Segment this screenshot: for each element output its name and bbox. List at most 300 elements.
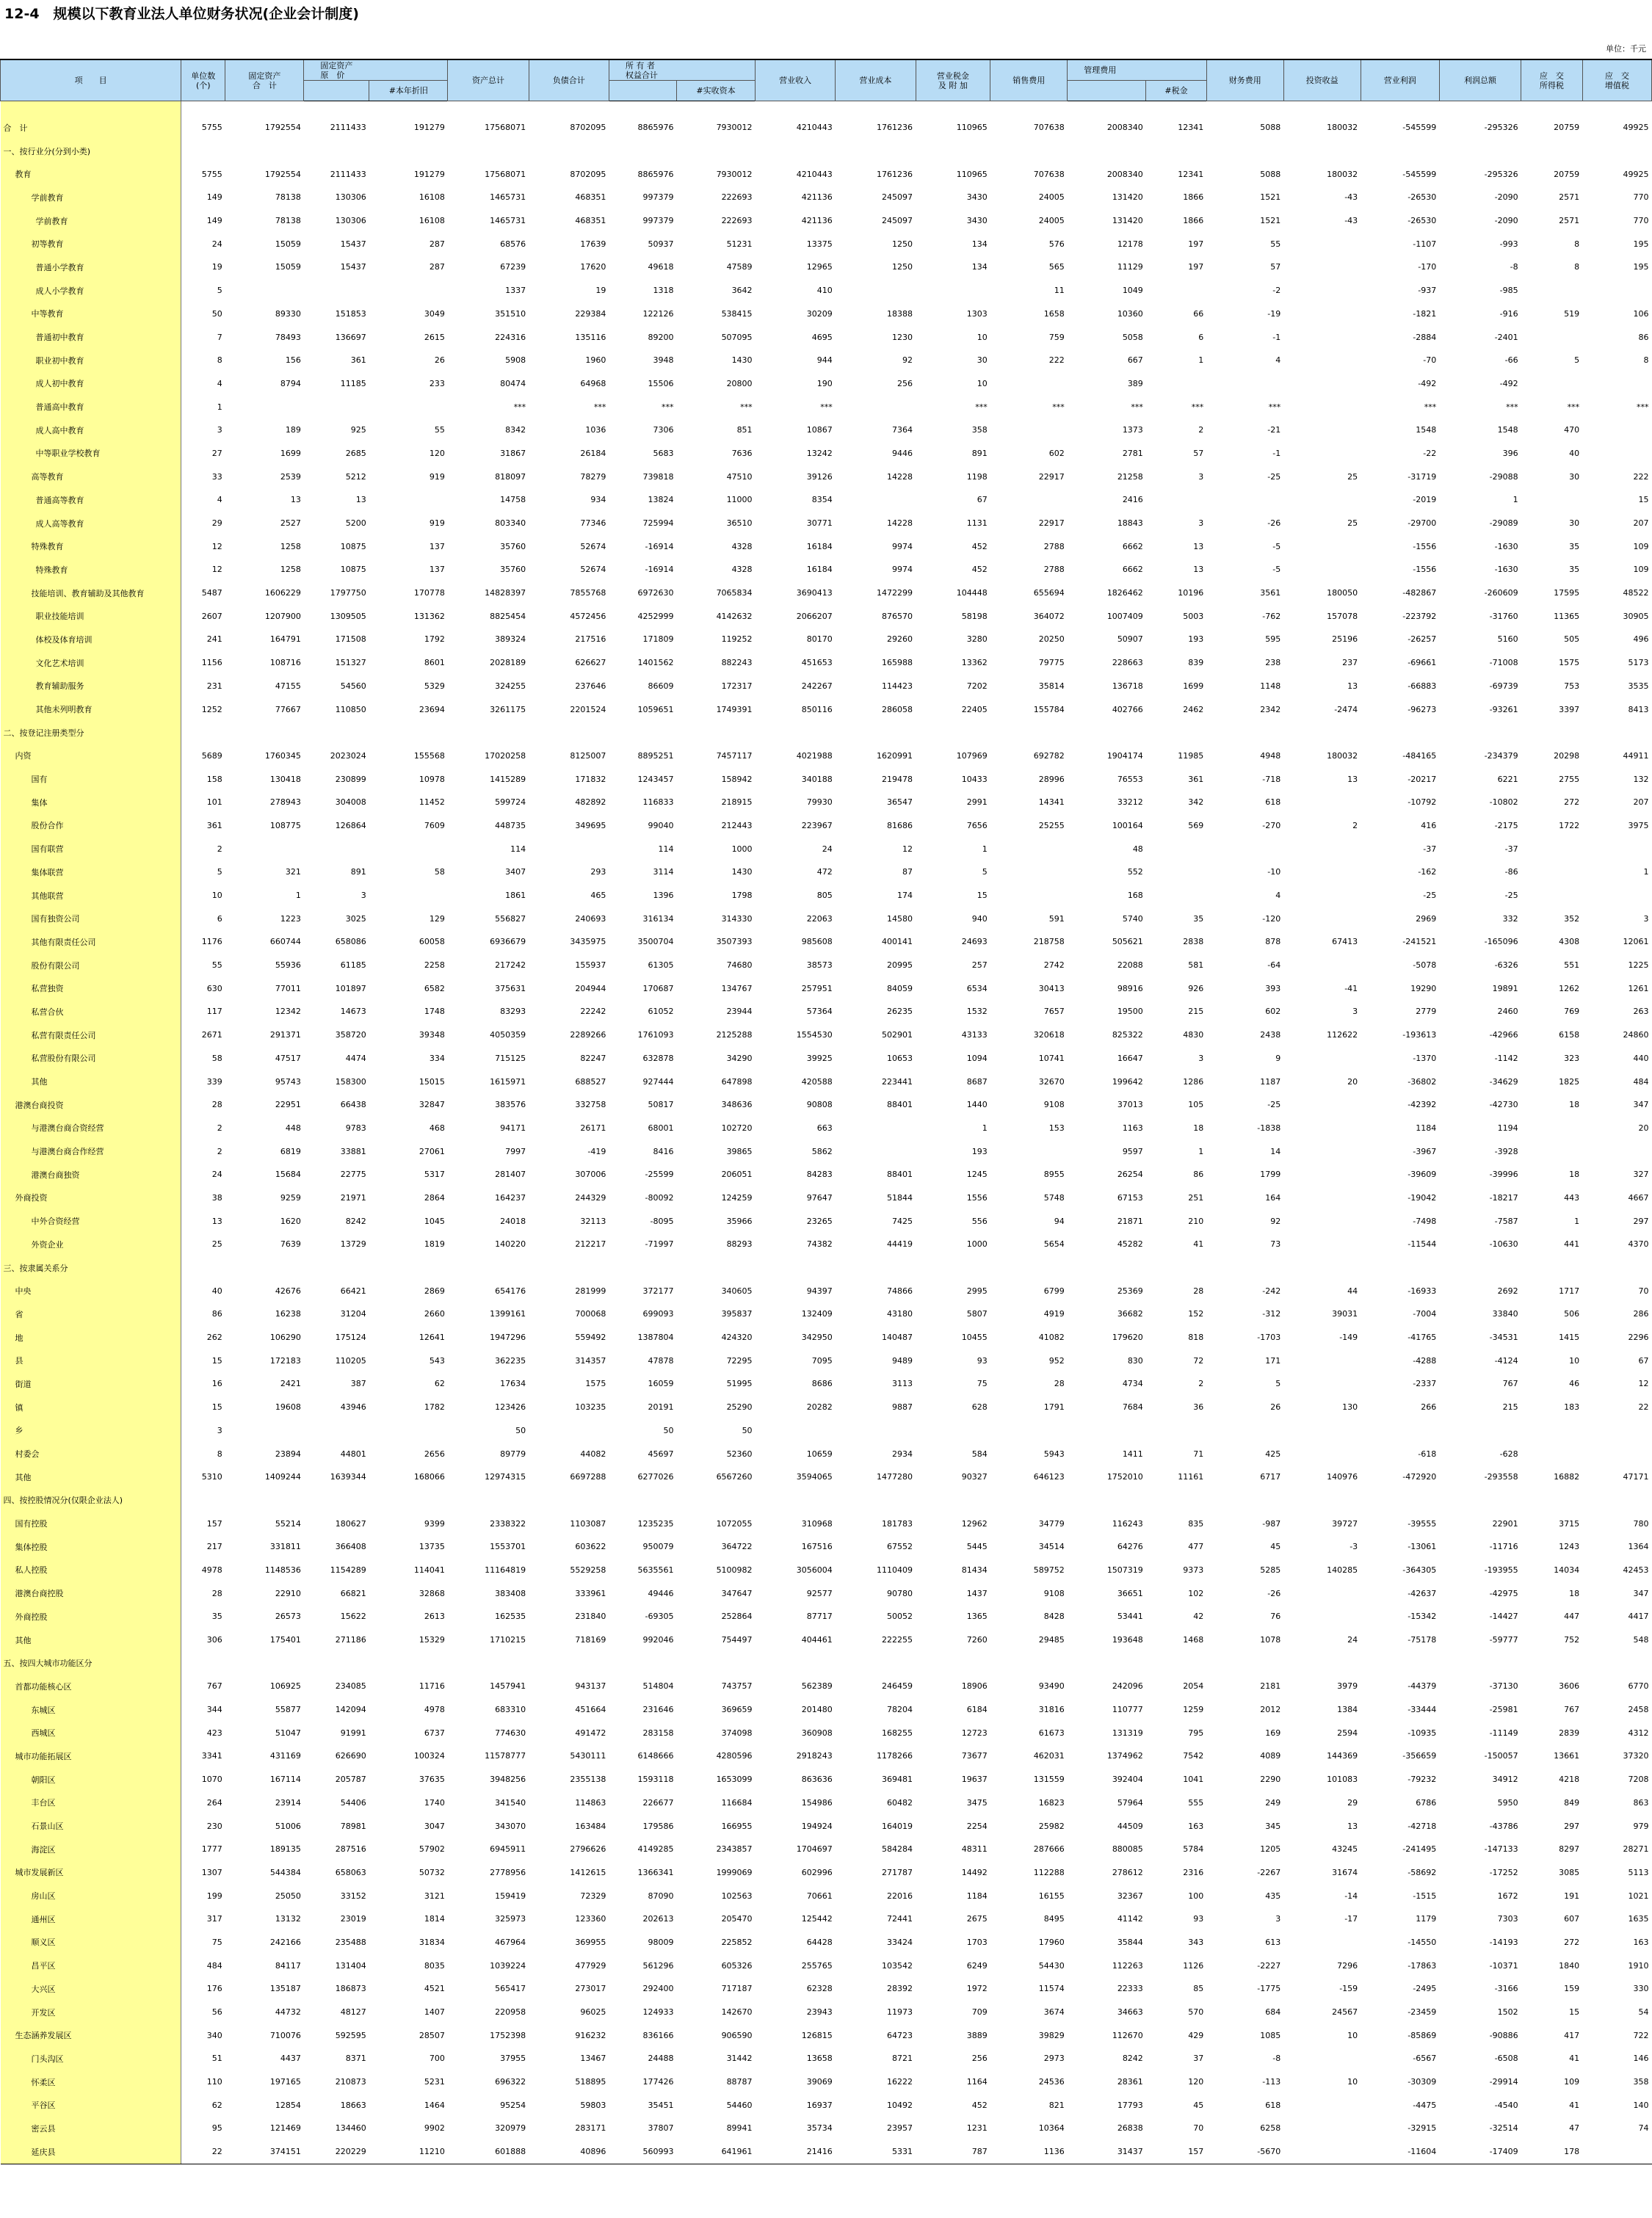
cell-value: 1156 (201, 658, 222, 668)
cell-value: 1235235 (637, 1518, 674, 1529)
cell-value (916, 1419, 990, 1443)
cell-value: 20191 (648, 1402, 674, 1413)
cell-value: 151327 (335, 658, 366, 668)
table-row (1, 954, 1652, 977)
cell-value: 50907 (1117, 634, 1143, 645)
cell-value: -260609 (1484, 588, 1518, 598)
cell-value: 16222 (887, 2077, 913, 2087)
cell-value: 17568071 (485, 169, 526, 179)
cell-value: 163 (1633, 1937, 1649, 1947)
cell-value: 35760 (500, 541, 526, 551)
cell-value: 1521 (1260, 192, 1281, 203)
cell-value: 156 (285, 355, 301, 366)
cell-value: 10455 (961, 1333, 988, 1343)
cell-value: 1468 (1183, 1635, 1204, 1645)
table-row (1, 1559, 1652, 1582)
table-row (1, 1931, 1652, 1954)
cell-value: 6158 (1559, 1030, 1580, 1040)
cell-value (369, 884, 448, 907)
cell-value: -2495 (1413, 1984, 1437, 1994)
cell-value: 109 (1633, 541, 1649, 551)
cell-value: 244329 (575, 1192, 606, 1203)
cell-value: 9974 (892, 541, 913, 551)
cell-value: 6567260 (716, 1472, 753, 1482)
cell-value: 100164 (1112, 820, 1143, 830)
cell-value: 24860 (1623, 1030, 1649, 1040)
cell-value: 1740 (424, 1797, 445, 1808)
cell-value: 158942 (721, 774, 753, 784)
cell-value: -993 (1499, 239, 1518, 249)
cell-value: -8095 (650, 1216, 674, 1226)
cell-value: 1 (217, 402, 222, 412)
cell-value: *** (1268, 402, 1281, 412)
cell-value: -1556 (1413, 541, 1437, 551)
cell-value: 1309505 (330, 611, 366, 621)
cell-value: 30209 (806, 308, 833, 319)
cell-value: 787 (916, 2140, 990, 2164)
cell-value: 7364 (892, 425, 913, 435)
cell-value: 5113 (1628, 1867, 1649, 1877)
cell-value (1439, 721, 1521, 744)
column-header: 资产总计 (448, 59, 529, 101)
cell-value: -2175 (1494, 820, 1518, 830)
cell-value: 2 (1352, 820, 1358, 830)
cell-value: 9108 (1043, 1588, 1065, 1598)
cell-value: 51006 (275, 1821, 301, 1831)
cell-value: -1370 (1413, 1053, 1437, 1063)
cell-value: -90886 (1489, 2030, 1518, 2040)
cell-value: -8 (1272, 2054, 1281, 2064)
cell-value: 16647 (1117, 1053, 1143, 1063)
cell-value: 42 (1193, 1612, 1204, 1622)
cell-value: 129 (429, 913, 445, 924)
cell-value: 13 (1347, 681, 1358, 691)
cell-value: 684 (1265, 2007, 1281, 2018)
unit-label: 单位：千元 (1606, 44, 1646, 54)
cell-value (181, 721, 225, 744)
cell-value: 570 (1188, 2007, 1204, 2018)
cell-value: -4124 (1494, 1355, 1518, 1366)
cell-value: -16914 (645, 541, 674, 551)
cell-value: 66821 (340, 1588, 366, 1598)
cell-value: 5654 (1043, 1239, 1065, 1250)
cell-value: 769 (1564, 1007, 1580, 1017)
cell-value: 1179 (1416, 1914, 1437, 1924)
cell-value: 24 (211, 239, 222, 249)
cell-value: 2660 (424, 1309, 445, 1319)
cell-value: 421136 (801, 216, 833, 226)
cell-value: 22333 (1117, 1984, 1143, 1994)
cell-value: 191279 (413, 123, 445, 133)
cell-value: 207 (1633, 797, 1649, 808)
table-row (1, 1372, 1652, 1396)
table-row (1, 1093, 1652, 1117)
cell-value: -1630 (1494, 565, 1518, 575)
cell-value: 123426 (495, 1402, 526, 1413)
cell-value: 22917 (1038, 471, 1065, 482)
cell-value: 304008 (335, 797, 366, 808)
cell-value: -2090 (1494, 192, 1518, 203)
cell-value: 79775 (1038, 658, 1065, 668)
cell-value: 717187 (721, 1984, 753, 1994)
cell-value (1283, 1233, 1361, 1256)
cell-value: 552 (1127, 867, 1143, 877)
cell-value: 19 (595, 286, 606, 296)
cell-value: 26254 (1117, 1170, 1143, 1180)
cell-value: 35966 (726, 1216, 753, 1226)
cell-value: 195 (1633, 239, 1649, 249)
cell-value: 482892 (575, 797, 606, 808)
cell-value: 140487 (882, 1333, 913, 1343)
cell-value: 543 (429, 1355, 445, 1366)
cell-value: 8702095 (570, 169, 606, 179)
row-label: 港澳台商独资 (1, 1163, 181, 1186)
cell-value: 193648 (1112, 1635, 1143, 1645)
table-row (1, 2117, 1652, 2140)
cell-value (1283, 1605, 1361, 1628)
cell-value: 210873 (335, 2077, 366, 2087)
cell-value: -295326 (1484, 169, 1518, 179)
cell-value: 190 (816, 378, 833, 388)
cell-value: 20 (1638, 1123, 1649, 1133)
cell-value: 8825454 (490, 611, 526, 621)
cell-value: 22917 (1038, 518, 1065, 529)
table-row (1, 907, 1652, 930)
cell-value: 152 (1188, 1309, 1204, 1319)
row-label: 国有独资公司 (1, 907, 181, 930)
cell-value: 839 (1188, 658, 1204, 668)
cell-value: 1749391 (716, 704, 753, 714)
row-label: 其他未列明教育 (1, 697, 181, 721)
cell-value: 28 (1193, 1286, 1204, 1296)
cell-value: 6258 (1260, 2123, 1281, 2134)
cell-value: 632878 (642, 1053, 674, 1063)
cell-value: -17409 (1439, 2140, 1521, 2164)
cell-value: 5088 (1260, 169, 1281, 179)
cell-value: 3561 (1260, 588, 1281, 598)
table-row (1, 1117, 1652, 1140)
cell-value: 2 (1198, 1379, 1204, 1389)
cell-value: 940 (971, 913, 988, 924)
table-row (1, 1628, 1652, 1652)
row-label: 学前教育 (1, 186, 181, 209)
cell-value: 11365 (1554, 611, 1580, 621)
cell-value: 1401562 (637, 658, 674, 668)
cell-value: 1710215 (490, 1635, 526, 1645)
table-row (1, 1465, 1652, 1489)
table-row (1, 1000, 1652, 1023)
cell-value: 74680 (726, 960, 753, 971)
table-row (1, 721, 1652, 744)
cell-value: 2111433 (330, 169, 366, 179)
cell-value: 24005 (1038, 192, 1065, 203)
cell-value: 6 (1198, 332, 1204, 342)
row-label: 密云县 (1, 2117, 181, 2140)
cell-value: 40 (1569, 448, 1580, 458)
cell-value: -86 (1504, 867, 1518, 877)
table-row (1, 2093, 1652, 2117)
cell-value: 231840 (575, 1612, 606, 1622)
cell-value: 795 (1188, 1728, 1204, 1738)
cell-value: 2796626 (570, 1844, 606, 1855)
cell-value: 174 (897, 891, 913, 901)
cell-value: 369659 (721, 1705, 753, 1715)
cell-value: 48127 (340, 2007, 366, 2018)
cell-value: 770 (1633, 216, 1649, 226)
cell-value: 602996 (801, 1867, 833, 1877)
cell-value: 30905 (1623, 611, 1649, 621)
cell-value: 67 (977, 495, 988, 505)
cell-value: 2864 (424, 1192, 445, 1203)
cell-value: 5 (1275, 1379, 1281, 1389)
cell-value: 35 (1193, 913, 1204, 924)
cell-value: 5807 (966, 1309, 988, 1319)
cell-value: 2181 (1260, 1681, 1281, 1692)
cell-value: 205470 (721, 1914, 753, 1924)
cell-value: 46 (1569, 1379, 1580, 1389)
cell-value: 43180 (887, 1309, 913, 1319)
cell-value: 16 (211, 1379, 222, 1389)
cell-value: 175124 (335, 1333, 366, 1343)
cell-value: 57902 (419, 1844, 445, 1855)
cell-value: 41 (1193, 1239, 1204, 1250)
cell-value: -1107 (1413, 239, 1437, 249)
cell-value: 206051 (721, 1170, 753, 1180)
cell-value: 10492 (887, 2100, 913, 2110)
cell-value: 470 (1564, 425, 1580, 435)
cell-value: 6799 (1043, 1286, 1065, 1296)
cell-value (916, 721, 990, 744)
table-row (1, 1163, 1652, 1186)
cell-value: 1399161 (490, 1309, 526, 1319)
cell-value: 441 (1564, 1239, 1580, 1250)
table-row (1, 1209, 1652, 1233)
cell-value: 31834 (419, 1937, 445, 1947)
cell-value (1582, 721, 1651, 744)
cell-value: 2342 (1260, 704, 1281, 714)
cell-value: 1972 (966, 1984, 988, 1994)
cell-value (181, 1256, 225, 1280)
cell-value: 340 (206, 2030, 222, 2040)
cell-value (181, 1489, 225, 1512)
cell-value: 4 (1275, 891, 1281, 901)
cell-value: 519 (1564, 308, 1580, 319)
cell-value (181, 139, 225, 163)
cell-value: 24567 (1332, 2007, 1358, 2018)
cell-value: 1110409 (877, 1565, 913, 1575)
cell-value: 58 (434, 867, 445, 877)
cell-value: 3407 (505, 867, 526, 877)
cell-value: -26257 (1408, 634, 1437, 645)
cell-value: 25196 (1332, 634, 1358, 645)
cell-value: 57364 (806, 1007, 833, 1017)
cell-value: 1365 (966, 1612, 988, 1622)
cell-value: 6662 (1122, 541, 1143, 551)
cell-value: -25 (1504, 891, 1518, 901)
cell-value: 5430111 (570, 1751, 606, 1761)
cell-value: 3 (1198, 1053, 1204, 1063)
cell-value: -165096 (1484, 937, 1518, 947)
cell-value: 3430 (966, 192, 988, 203)
cell-value: 448 (285, 1123, 301, 1133)
cell-value: 81434 (961, 1565, 988, 1575)
cell-value: 1 (1643, 867, 1649, 877)
cell-value: -193955 (1484, 1565, 1518, 1575)
cell-value (529, 721, 609, 744)
cell-value: 753 (1564, 681, 1580, 691)
cell-value (1283, 884, 1361, 907)
cell-value: 30 (977, 355, 988, 366)
cell-value: 197 (1188, 239, 1204, 249)
cell-value: 78279 (580, 471, 606, 482)
cell-value: 926 (1188, 983, 1204, 993)
row-label: 城市发展新区 (1, 1861, 181, 1885)
table-row (1, 1326, 1652, 1349)
cell-value: 5862 (811, 1146, 833, 1156)
cell-value: 66438 (340, 1100, 366, 1110)
cell-value (1283, 2117, 1361, 2140)
column-header: 利润总额 (1439, 59, 1521, 101)
cell-value: 39727 (1332, 1518, 1358, 1529)
cell-value: 14673 (340, 1007, 366, 1017)
cell-value (304, 1419, 369, 1443)
cell-value: -11716 (1489, 1542, 1518, 1552)
cell-value: 33152 (340, 1891, 366, 1901)
row-label: 职业初中教育 (1, 349, 181, 372)
cell-value: -93261 (1489, 704, 1518, 714)
cell-value: -2267 (1257, 1867, 1281, 1877)
cell-value: 316134 (642, 913, 674, 924)
cell-value: 137 (429, 541, 445, 551)
cell-value: 34290 (726, 1053, 753, 1063)
cell-value: 297 (1633, 1216, 1649, 1226)
cell-value: 7065834 (716, 588, 753, 598)
cell-value: 15437 (340, 239, 366, 249)
cell-value: 121469 (269, 2123, 301, 2134)
cell-value (1283, 1931, 1361, 1954)
cell-value (304, 1489, 369, 1512)
row-label: 中等教育 (1, 302, 181, 326)
cell-value: 170778 (413, 588, 445, 598)
table-row (1, 2070, 1652, 2094)
cell-value: 5 (982, 867, 988, 877)
cell-value: -1556 (1413, 565, 1437, 575)
row-label: 外商控股 (1, 1605, 181, 1628)
cell-value: 14828397 (485, 588, 526, 598)
cell-value: 12 (1638, 1379, 1649, 1389)
cell-value: 47878 (648, 1355, 674, 1366)
cell-value: -36802 (1408, 1076, 1437, 1087)
cell-value: 31867 (500, 448, 526, 458)
cell-value: 1059651 (637, 704, 674, 714)
cell-value: -25 (1267, 471, 1281, 482)
table-row (1, 1744, 1652, 1768)
cell-value: 985608 (801, 937, 833, 947)
cell-value: 28361 (1117, 2077, 1143, 2087)
cell-value: 44082 (580, 1449, 606, 1459)
cell-value: 647898 (721, 1076, 753, 1087)
cell-value: 1464 (424, 2100, 445, 2110)
cell-value: 6534 (966, 983, 988, 993)
table-row (1, 442, 1652, 465)
row-label: 三、按隶属关系分 (1, 1256, 181, 1280)
cell-value: 25982 (1038, 1821, 1065, 1831)
column-header: 所 有 者 权益合计 (609, 59, 755, 81)
cell-value: 5529258 (570, 1565, 606, 1575)
row-label: 其他联营 (1, 884, 181, 907)
cell-value: 22405 (961, 704, 988, 714)
cell-value: 95743 (275, 1076, 301, 1087)
cell-value: -69739 (1489, 681, 1518, 691)
table-row (1, 395, 1652, 418)
cell-value: -69305 (645, 1612, 674, 1622)
cell-value: 700068 (575, 1309, 606, 1319)
cell-value (1283, 2093, 1361, 2117)
cell-value: 919 (429, 518, 445, 529)
cell-value: 502901 (882, 1030, 913, 1040)
cell-value (225, 279, 304, 302)
cell-value: 15 (211, 1355, 222, 1366)
cell-value (990, 884, 1068, 907)
cell-value: 6582 (424, 983, 445, 993)
row-label: 与港澳台商合资经营 (1, 1117, 181, 1140)
cell-value: 323 (1564, 1053, 1580, 1063)
cell-value: 1548 (1497, 425, 1518, 435)
cell-value: 2869 (424, 1286, 445, 1296)
cell-value (448, 1651, 529, 1675)
row-label: 体校及体育培训 (1, 628, 181, 651)
cell-value: 59803 (580, 2100, 606, 2110)
cell-value: 199 (206, 1891, 222, 1901)
cell-value: 347647 (721, 1588, 753, 1598)
row-label: 国有联营 (1, 837, 181, 860)
cell-value (756, 1651, 836, 1675)
table-row (1, 1302, 1652, 1326)
cell-value: 87 (902, 867, 913, 877)
cell-value (1283, 395, 1361, 418)
cell-value: 2788 (1043, 541, 1065, 551)
cell-value (304, 837, 369, 860)
table-row (1, 1675, 1652, 1698)
cell-value: -937 (1418, 286, 1437, 296)
cell-value: 168 (1127, 891, 1143, 901)
table-row (1, 1907, 1652, 1931)
cell-value: 491472 (575, 1728, 606, 1738)
cell-value: 77346 (580, 518, 606, 529)
cell-value: 169 (1265, 1728, 1281, 1738)
cell-value: 484 (206, 1960, 222, 1971)
cell-value: 1184 (966, 1891, 988, 1901)
cell-value: 707638 (1033, 123, 1065, 133)
cell-value: 52360 (726, 1449, 753, 1459)
cell-value (676, 721, 755, 744)
cell-value: 171 (1265, 1355, 1281, 1366)
cell-value (836, 139, 916, 163)
cell-value: 144369 (1327, 1751, 1358, 1761)
cell-value: 440 (1633, 1053, 1649, 1063)
cell-value: 2338322 (490, 1518, 526, 1529)
cell-value: 44732 (275, 2007, 301, 2018)
cell-value: -25981 (1489, 1705, 1518, 1715)
cell-value: 387 (350, 1379, 366, 1389)
table-row (1, 1023, 1652, 1047)
cell-value (1283, 1117, 1361, 1140)
cell-value: 64428 (806, 1937, 833, 1947)
cell-value: 3121 (424, 1891, 445, 1901)
cell-value: 5329 (424, 681, 445, 691)
cell-value: 78138 (275, 192, 301, 203)
row-label: 西城区 (1, 1721, 181, 1744)
